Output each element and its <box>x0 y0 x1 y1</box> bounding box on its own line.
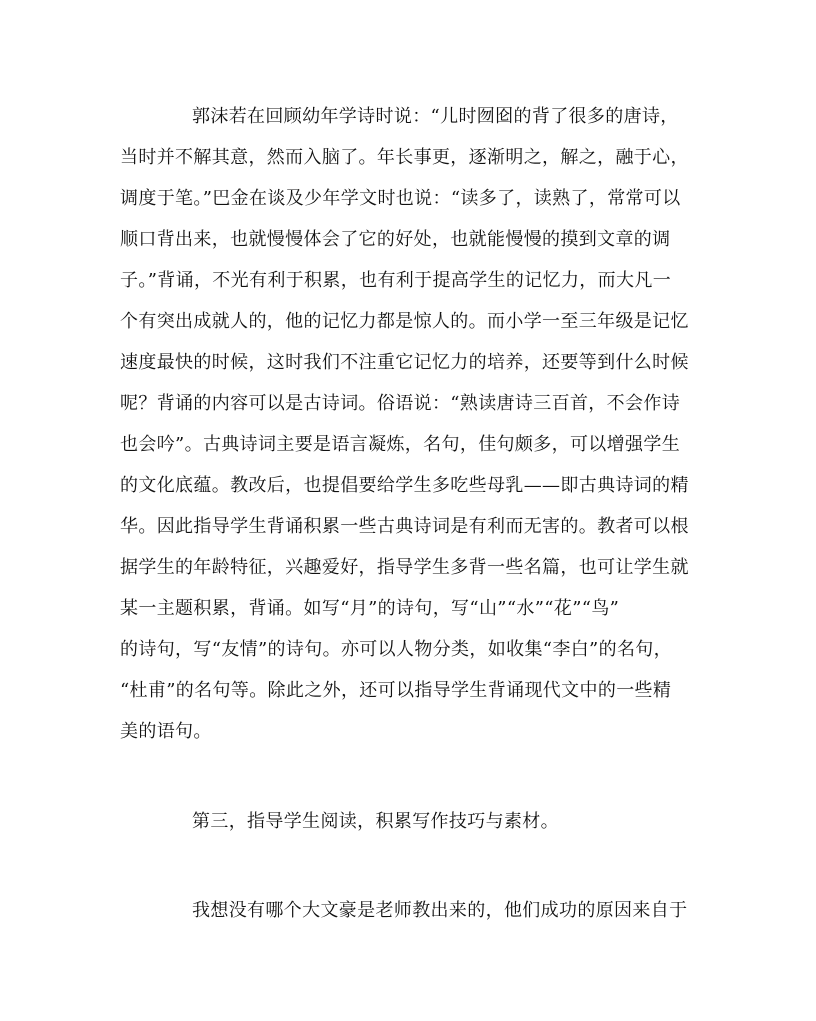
text-line: 子。”背诵，不光有利于积累，也有利于提高学生的记忆力，而大凡一 <box>120 270 672 291</box>
text-line: 调度于笔。”巴金在谈及少年学文时也说：“读多了，读熟了，常常可以 <box>120 188 681 209</box>
section-heading: 第三，指导学生阅读，积累写作技巧与素材。 <box>192 811 559 832</box>
text-line: 速度最快的时候，这时我们不注重它记忆力的培养，还要等到什么时候 <box>120 352 689 373</box>
text-line: 也会吟”。古典诗词主要是语言凝炼，名句，佳句颇多，可以增强学生 <box>120 434 681 455</box>
text-line: 呢？背诵的内容可以是古诗词。俗语说：“熟读唐诗三百首，不会作诗 <box>120 393 681 414</box>
text-line: 据学生的年龄特征，兴趣爱好，指导学生多背一些名篇，也可让学生就 <box>120 557 689 578</box>
text-line: 当时并不解其意，然而入脑了。年长事更，逐渐明之，解之，融于心， <box>120 147 689 168</box>
text-line: 某一主题积累，背诵。如写“月”的诗句，写“山”“水”“花”“鸟” <box>120 598 620 619</box>
text-line: 顺口背出来，也就慢慢体会了它的好处，也就能慢慢的摸到文章的调 <box>120 229 671 250</box>
text-line: 我想没有哪个大文豪是老师教出来的，他们成功的原因来自于 <box>192 900 688 921</box>
text-line: 的诗句，写“友情”的诗句。亦可以人物分类，如收集“李白”的名句， <box>120 639 673 660</box>
text-line: “杜甫”的名句等。除此之外，还可以指导学生背诵现代文中的一些精 <box>120 680 672 701</box>
text-line: 郭沫若在回顾幼年学诗时说：“儿时囫囵的背了很多的唐诗， <box>192 106 679 127</box>
text-line: 美的语句。 <box>120 721 212 742</box>
text-line: 个有突出成就人的，他的记忆力都是惊人的。而小学一至三年级是记忆 <box>120 311 689 332</box>
text-line: 的文化底蕴。教改后，也提倡要给学生多吃些母乳——即古典诗词的精 <box>120 475 689 496</box>
text-line: 华。因此指导学生背诵积累一些古典诗词是有利而无害的。教者可以根 <box>120 516 689 537</box>
